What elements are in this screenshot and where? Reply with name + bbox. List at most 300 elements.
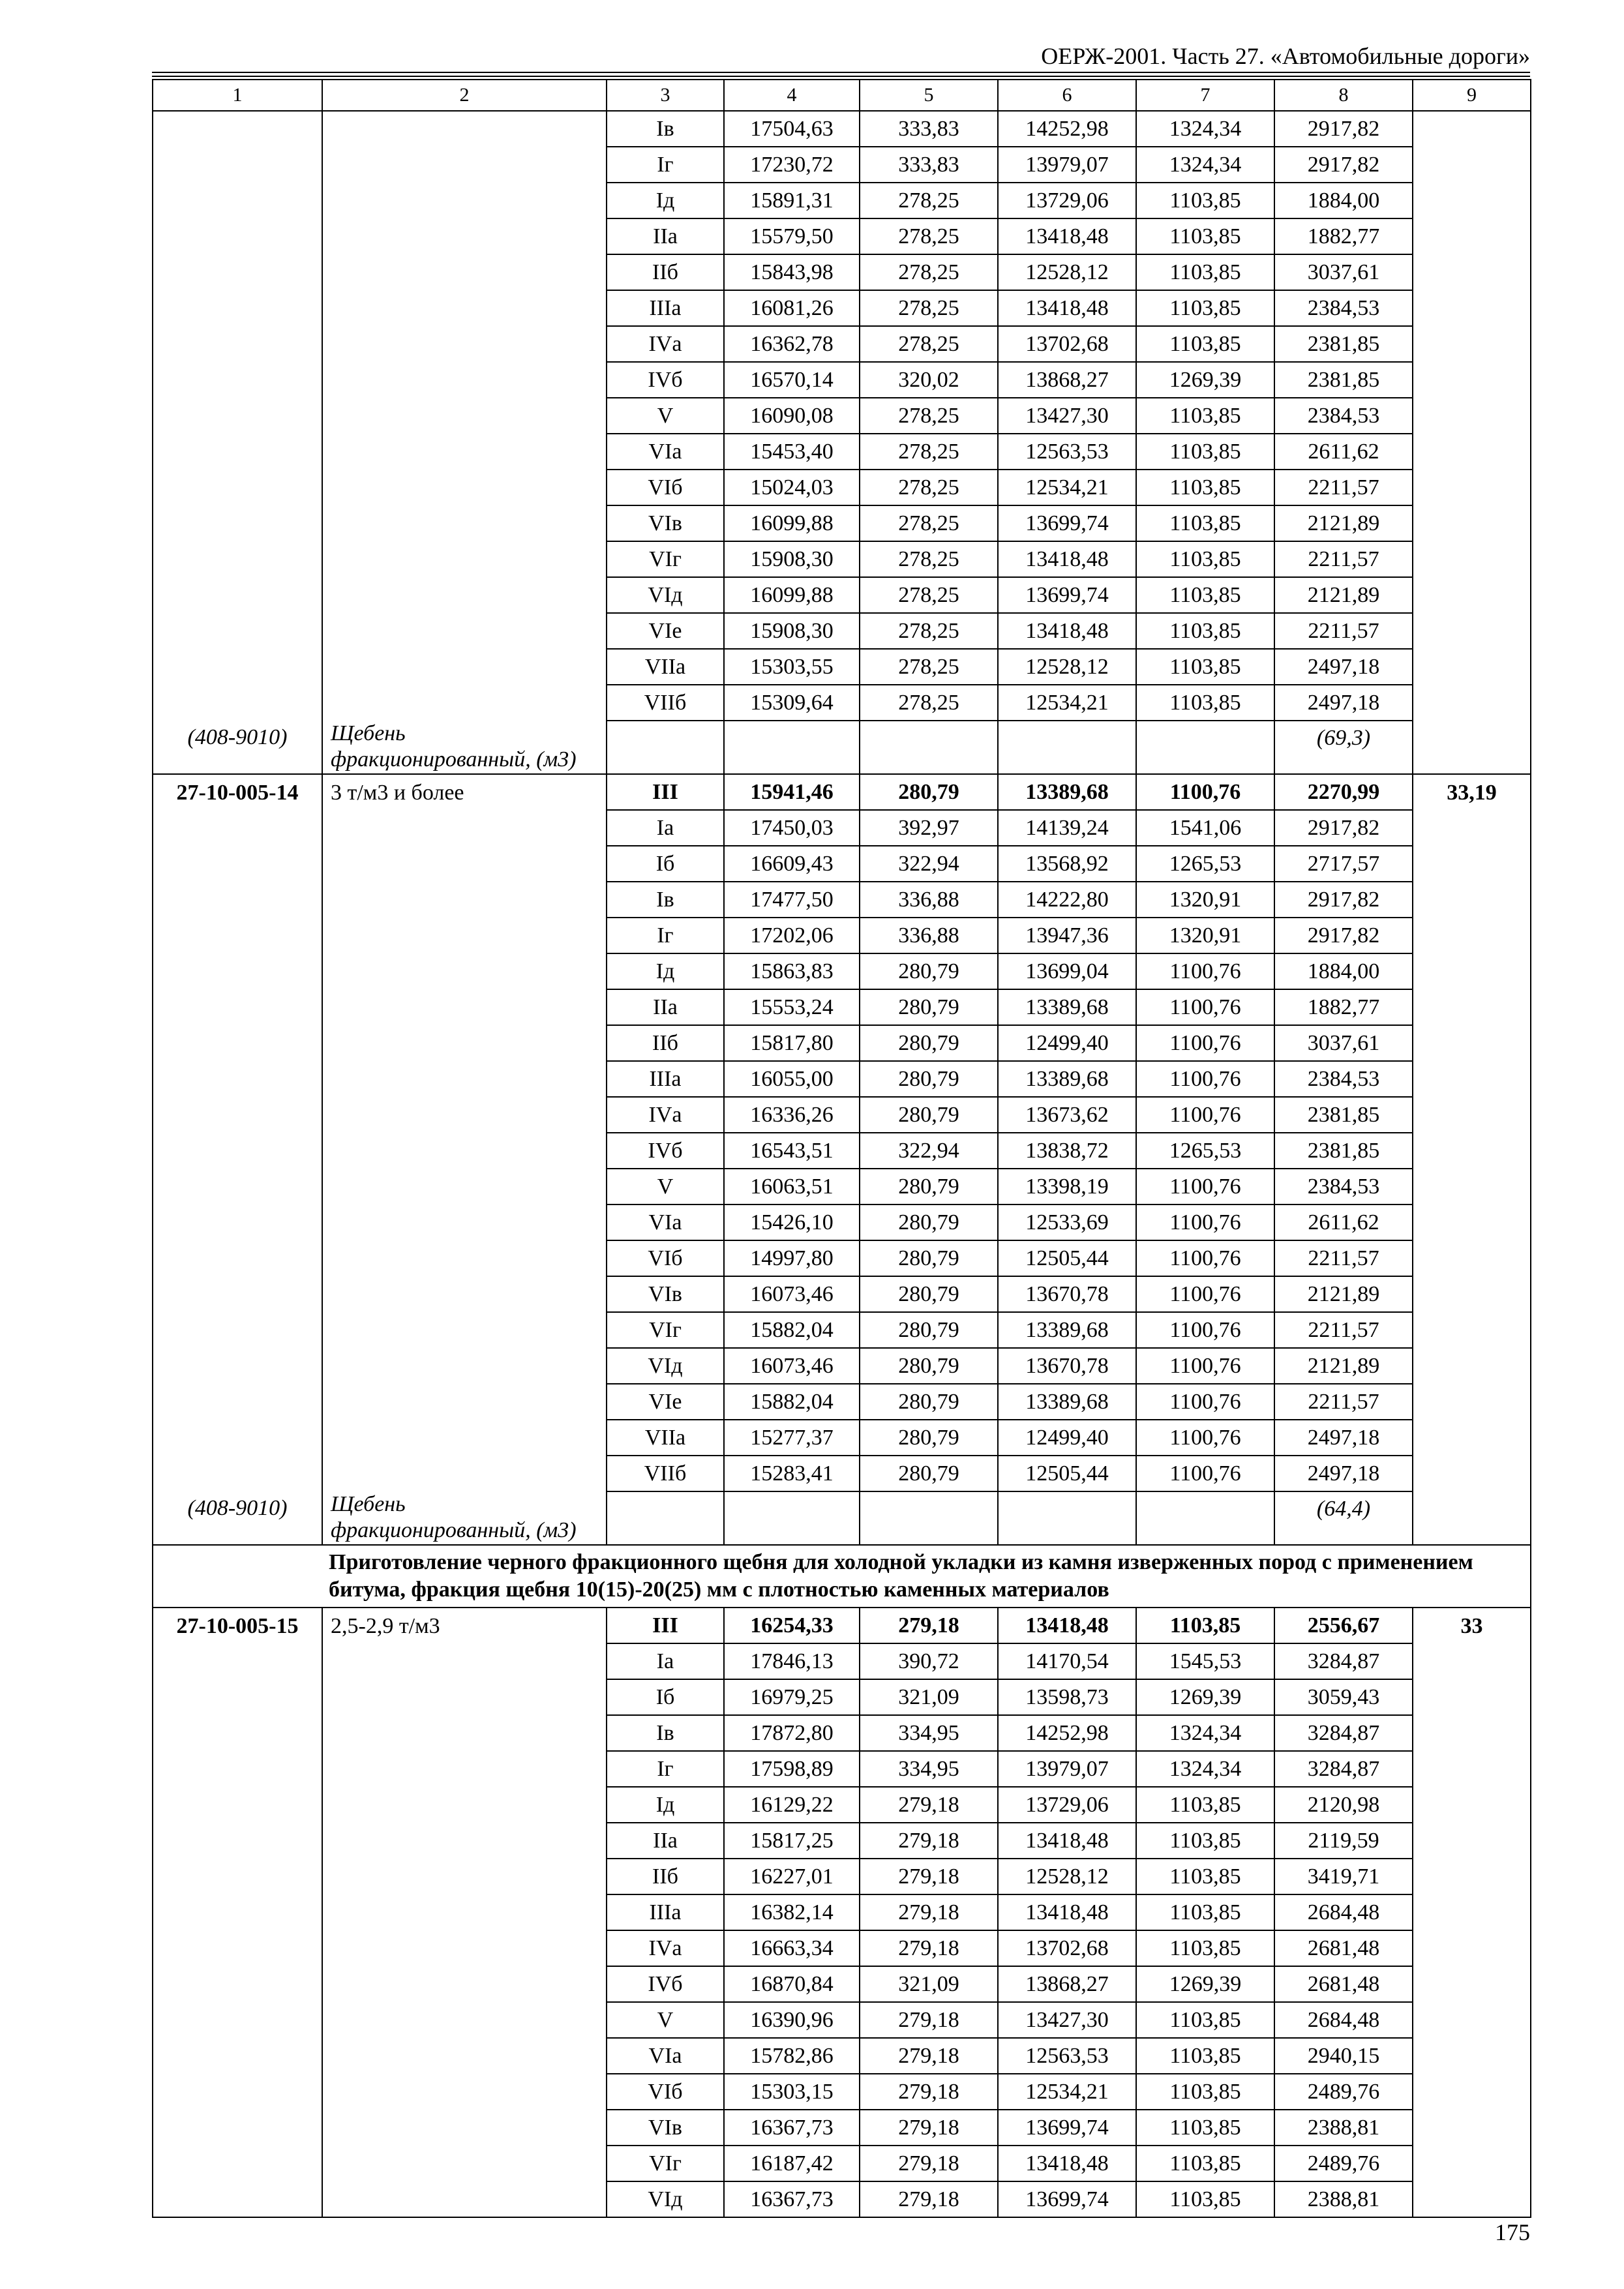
- name-cell: [322, 1061, 607, 1097]
- code-cell: [153, 918, 322, 953]
- zone-code: Iб: [607, 1679, 724, 1715]
- labor-cost: 278,25: [860, 290, 998, 326]
- labor-cost: 321,09: [860, 1679, 998, 1715]
- name-cell: [322, 1204, 607, 1240]
- page-header-title: ОЕРЖ-2001. Часть 27. «Автомобильные дороги»: [1041, 43, 1530, 69]
- empty-cell: [1136, 1491, 1274, 1545]
- total-cost: 16099,88: [724, 505, 860, 541]
- machine-cost: 13389,68: [998, 1312, 1136, 1348]
- operator-wages: 1324,34: [1136, 1751, 1274, 1787]
- norm-cell: [1413, 685, 1531, 721]
- labor-cost: 392,97: [860, 810, 998, 846]
- name-cell: [322, 2002, 607, 2038]
- material-cost: 2497,18: [1274, 1420, 1413, 1456]
- table-row: [153, 846, 1531, 882]
- price-table: [152, 79, 1531, 2218]
- operator-wages: 1103,85: [1136, 254, 1274, 290]
- zone-code: Iб: [607, 846, 724, 882]
- norm-cell: [1413, 1097, 1531, 1133]
- material-cost: 1882,77: [1274, 989, 1413, 1025]
- table-row: [153, 953, 1531, 989]
- norm-cell: [1413, 953, 1531, 989]
- total-cost: 15309,64: [724, 685, 860, 721]
- machine-cost: 13389,68: [998, 1384, 1136, 1420]
- labor-cost: 278,25: [860, 685, 998, 721]
- material-cost: 2717,57: [1274, 846, 1413, 882]
- operator-wages: 1265,53: [1136, 1133, 1274, 1169]
- table-row: [153, 1169, 1531, 1204]
- code-cell: [153, 846, 322, 882]
- code-cell: [153, 183, 322, 218]
- zone-code: III: [607, 774, 724, 810]
- name-cell: [322, 2110, 607, 2146]
- code-cell: [153, 953, 322, 989]
- labor-cost: 280,79: [860, 1456, 998, 1491]
- code-cell: [153, 2181, 322, 2217]
- name-cell: [322, 254, 607, 290]
- material-cost: 2381,85: [1274, 362, 1413, 398]
- code-cell: [153, 470, 322, 505]
- labor-cost: 280,79: [860, 1384, 998, 1420]
- code-cell: [153, 989, 322, 1025]
- operator-wages: 1324,34: [1136, 111, 1274, 147]
- labor-cost: 279,18: [860, 1823, 998, 1859]
- total-cost: 16129,22: [724, 1787, 860, 1823]
- zone-code: IVб: [607, 362, 724, 398]
- operator-wages: 1103,85: [1136, 398, 1274, 434]
- operator-wages: 1269,39: [1136, 1679, 1274, 1715]
- norm-cell: [1413, 1025, 1531, 1061]
- labor-cost: 322,94: [860, 846, 998, 882]
- machine-cost: 13418,48: [998, 290, 1136, 326]
- total-cost: 14997,80: [724, 1240, 860, 1276]
- total-cost: 16979,25: [724, 1679, 860, 1715]
- labor-cost: 280,79: [860, 1097, 998, 1133]
- labor-cost: 278,25: [860, 183, 998, 218]
- code-cell: [153, 1384, 322, 1420]
- code-cell: [153, 577, 322, 613]
- table-row: [153, 1823, 1531, 1859]
- code-cell: [153, 541, 322, 577]
- name-cell: [322, 685, 607, 721]
- total-cost: 17450,03: [724, 810, 860, 846]
- machine-cost: 12563,53: [998, 2038, 1136, 2074]
- total-cost: 16073,46: [724, 1276, 860, 1312]
- norm-cell: [1413, 2074, 1531, 2110]
- total-cost: 17230,72: [724, 147, 860, 183]
- material-cost: 2940,15: [1274, 2038, 1413, 2074]
- labor-cost: 334,95: [860, 1715, 998, 1751]
- operator-wages: 1100,76: [1136, 1456, 1274, 1491]
- resource-row: [153, 721, 1531, 774]
- zone-code: VIд: [607, 2181, 724, 2217]
- material-cost: 2917,82: [1274, 111, 1413, 147]
- total-cost: 16570,14: [724, 362, 860, 398]
- machine-cost: 13838,72: [998, 1133, 1136, 1169]
- name-cell: [322, 183, 607, 218]
- total-cost: 15303,55: [724, 649, 860, 685]
- zone-code: VIд: [607, 577, 724, 613]
- code-cell: [153, 1823, 322, 1859]
- material-cost: 3037,61: [1274, 1025, 1413, 1061]
- machine-cost: 13702,68: [998, 1930, 1136, 1966]
- labor-norm: 33,19: [1413, 774, 1531, 810]
- rate-name: 3 т/м3 и более: [322, 774, 607, 810]
- machine-cost: 13699,74: [998, 2110, 1136, 2146]
- zone-code: VIIа: [607, 649, 724, 685]
- operator-wages: 1103,85: [1136, 2110, 1274, 2146]
- table-row: [153, 1240, 1531, 1276]
- machine-cost: 13418,48: [998, 218, 1136, 254]
- operator-wages: 1100,76: [1136, 953, 1274, 989]
- labor-cost: 278,25: [860, 254, 998, 290]
- machine-cost: 13418,48: [998, 1823, 1136, 1859]
- machine-cost: 13418,48: [998, 1608, 1136, 1643]
- labor-cost: 280,79: [860, 1312, 998, 1348]
- page-number: 175: [1495, 2219, 1530, 2245]
- total-cost: 16336,26: [724, 1097, 860, 1133]
- table-row: [153, 470, 1531, 505]
- norm-cell: [1413, 254, 1531, 290]
- name-cell: [322, 1456, 607, 1491]
- column-number: 8: [1274, 80, 1413, 111]
- zone-code: VIе: [607, 613, 724, 649]
- labor-cost: 278,25: [860, 541, 998, 577]
- table-row-main: [153, 1608, 1531, 1643]
- operator-wages: 1100,76: [1136, 1240, 1274, 1276]
- table-row: [153, 1679, 1531, 1715]
- empty-cell: [860, 1491, 998, 1545]
- operator-wages: 1103,85: [1136, 218, 1274, 254]
- code-cell: [153, 147, 322, 183]
- name-cell: [322, 1169, 607, 1204]
- code-cell: [153, 1097, 322, 1133]
- machine-cost: 13729,06: [998, 183, 1136, 218]
- total-cost: 15908,30: [724, 613, 860, 649]
- name-cell: [322, 111, 607, 147]
- total-cost: 16367,73: [724, 2181, 860, 2217]
- material-cost: 2917,82: [1274, 882, 1413, 918]
- empty-cell: [724, 1491, 860, 1545]
- operator-wages: 1100,76: [1136, 1384, 1274, 1420]
- zone-code: Iа: [607, 1643, 724, 1679]
- table-row: [153, 290, 1531, 326]
- machine-cost: 13979,07: [998, 147, 1136, 183]
- operator-wages: 1541,06: [1136, 810, 1274, 846]
- total-cost: 15283,41: [724, 1456, 860, 1491]
- operator-wages: 1100,76: [1136, 1348, 1274, 1384]
- name-cell: [322, 326, 607, 362]
- column-number: 9: [1413, 80, 1531, 111]
- norm-cell: [1413, 1491, 1531, 1545]
- code-cell: [153, 2002, 322, 2038]
- zone-code: IIIа: [607, 1894, 724, 1930]
- table-row: [153, 649, 1531, 685]
- name-cell: [322, 2181, 607, 2217]
- operator-wages: 1320,91: [1136, 918, 1274, 953]
- total-cost: 15024,03: [724, 470, 860, 505]
- total-cost: 15843,98: [724, 254, 860, 290]
- material-cost: 2917,82: [1274, 147, 1413, 183]
- code-cell: [153, 111, 322, 147]
- labor-cost: 336,88: [860, 882, 998, 918]
- name-cell: [322, 989, 607, 1025]
- norm-cell: [1413, 577, 1531, 613]
- name-cell: [322, 218, 607, 254]
- norm-cell: [1413, 1133, 1531, 1169]
- table-row: [153, 218, 1531, 254]
- operator-wages: 1100,76: [1136, 1025, 1274, 1061]
- operator-wages: 1100,76: [1136, 1276, 1274, 1312]
- norm-cell: [1413, 2038, 1531, 2074]
- norm-cell: [1413, 183, 1531, 218]
- code-cell: [153, 218, 322, 254]
- code-cell: [153, 1240, 322, 1276]
- material-cost: 2556,67: [1274, 1608, 1413, 1643]
- material-cost: 3284,87: [1274, 1715, 1413, 1751]
- zone-code: VIIб: [607, 1456, 724, 1491]
- empty-cell: [998, 1491, 1136, 1545]
- table-row: [153, 434, 1531, 470]
- operator-wages: 1100,76: [1136, 774, 1274, 810]
- total-cost: 16382,14: [724, 1894, 860, 1930]
- name-cell: [322, 1859, 607, 1894]
- labor-cost: 336,88: [860, 918, 998, 953]
- norm-cell: [1413, 810, 1531, 846]
- table-row: [153, 254, 1531, 290]
- code-cell: [153, 254, 322, 290]
- total-cost: 16390,96: [724, 2002, 860, 2038]
- labor-cost: 333,83: [860, 147, 998, 183]
- zone-code: V: [607, 1169, 724, 1204]
- material-cost: 2489,76: [1274, 2074, 1413, 2110]
- machine-cost: 12534,21: [998, 2074, 1136, 2110]
- name-cell: [322, 1348, 607, 1384]
- operator-wages: 1103,85: [1136, 290, 1274, 326]
- name-cell: [322, 1823, 607, 1859]
- code-cell: [153, 1966, 322, 2002]
- total-cost: 15553,24: [724, 989, 860, 1025]
- resource-quantity: (69,3): [1274, 721, 1413, 774]
- norm-cell: [1413, 434, 1531, 470]
- table-row: [153, 1312, 1531, 1348]
- table-row: [153, 882, 1531, 918]
- total-cost: 15882,04: [724, 1384, 860, 1420]
- table-row: [153, 1859, 1531, 1894]
- material-cost: 2381,85: [1274, 326, 1413, 362]
- code-cell: [153, 1930, 322, 1966]
- total-cost: 15891,31: [724, 183, 860, 218]
- labor-cost: 279,18: [860, 2074, 998, 2110]
- empty-cell: [1136, 721, 1274, 774]
- zone-code: Iд: [607, 1787, 724, 1823]
- labor-cost: 279,18: [860, 2181, 998, 2217]
- material-cost: 2270,99: [1274, 774, 1413, 810]
- empty-cell: [607, 1491, 724, 1545]
- total-cost: 17872,80: [724, 1715, 860, 1751]
- operator-wages: 1103,85: [1136, 1930, 1274, 1966]
- material-cost: 2388,81: [1274, 2181, 1413, 2217]
- table-row: [153, 2074, 1531, 2110]
- material-cost: 2211,57: [1274, 1312, 1413, 1348]
- labor-cost: 278,25: [860, 470, 998, 505]
- name-cell: [322, 1312, 607, 1348]
- header-rule-top: [152, 72, 1530, 73]
- zone-code: IIа: [607, 989, 724, 1025]
- material-cost: 2917,82: [1274, 810, 1413, 846]
- machine-cost: 12534,21: [998, 470, 1136, 505]
- material-cost: 2211,57: [1274, 541, 1413, 577]
- operator-wages: 1100,76: [1136, 1204, 1274, 1240]
- zone-code: IVа: [607, 1097, 724, 1133]
- code-cell: [153, 2110, 322, 2146]
- zone-code: Iг: [607, 1751, 724, 1787]
- labor-cost: 334,95: [860, 1751, 998, 1787]
- material-cost: 2384,53: [1274, 1169, 1413, 1204]
- material-cost: 2211,57: [1274, 470, 1413, 505]
- section-title-row: [153, 1545, 1531, 1608]
- resource-code: (408-9010): [153, 721, 322, 774]
- table-row: [153, 1276, 1531, 1312]
- table-row: [153, 505, 1531, 541]
- empty-cell: [607, 721, 724, 774]
- norm-cell: [1413, 1384, 1531, 1420]
- material-cost: 2684,48: [1274, 1894, 1413, 1930]
- machine-cost: 13398,19: [998, 1169, 1136, 1204]
- material-cost: 2917,82: [1274, 918, 1413, 953]
- labor-cost: 278,25: [860, 326, 998, 362]
- operator-wages: 1324,34: [1136, 147, 1274, 183]
- machine-cost: 13568,92: [998, 846, 1136, 882]
- table-row: [153, 577, 1531, 613]
- machine-cost: 12505,44: [998, 1240, 1136, 1276]
- zone-code: IVа: [607, 326, 724, 362]
- total-cost: 15863,83: [724, 953, 860, 989]
- norm-cell: [1413, 1859, 1531, 1894]
- table-row: [153, 541, 1531, 577]
- labor-cost: 280,79: [860, 989, 998, 1025]
- code-cell: [153, 398, 322, 434]
- total-cost: 16663,34: [724, 1930, 860, 1966]
- norm-cell: [1413, 147, 1531, 183]
- name-cell: [322, 577, 607, 613]
- total-cost: 16187,42: [724, 2146, 860, 2181]
- zone-code: IIIа: [607, 1061, 724, 1097]
- material-cost: 2684,48: [1274, 2002, 1413, 2038]
- code-cell: [153, 882, 322, 918]
- labor-cost: 278,25: [860, 577, 998, 613]
- norm-cell: [1413, 326, 1531, 362]
- norm-cell: [1413, 1204, 1531, 1240]
- machine-cost: 13418,48: [998, 613, 1136, 649]
- machine-cost: 14222,80: [998, 882, 1136, 918]
- zone-code: VIа: [607, 434, 724, 470]
- total-cost: 16055,00: [724, 1061, 860, 1097]
- name-cell: [322, 1025, 607, 1061]
- norm-cell: [1413, 1715, 1531, 1751]
- column-number-row: [153, 80, 1531, 111]
- name-cell: [322, 1384, 607, 1420]
- name-cell: [322, 846, 607, 882]
- material-cost: 2388,81: [1274, 2110, 1413, 2146]
- norm-cell: [1413, 362, 1531, 398]
- operator-wages: 1103,85: [1136, 2002, 1274, 2038]
- labor-cost: 278,25: [860, 434, 998, 470]
- norm-cell: [1413, 1966, 1531, 2002]
- norm-cell: [1413, 1276, 1531, 1312]
- material-cost: 2211,57: [1274, 1240, 1413, 1276]
- operator-wages: 1100,76: [1136, 1061, 1274, 1097]
- norm-cell: [1413, 1240, 1531, 1276]
- norm-cell: [1413, 111, 1531, 147]
- norm-cell: [1413, 1169, 1531, 1204]
- operator-wages: 1269,39: [1136, 1966, 1274, 2002]
- norm-cell: [1413, 398, 1531, 434]
- zone-code: IIIа: [607, 290, 724, 326]
- operator-wages: 1103,85: [1136, 326, 1274, 362]
- operator-wages: 1103,85: [1136, 470, 1274, 505]
- code-cell: [153, 1312, 322, 1348]
- material-cost: 2381,85: [1274, 1097, 1413, 1133]
- zone-code: VIа: [607, 2038, 724, 2074]
- code-cell: [153, 1643, 322, 1679]
- labor-cost: 280,79: [860, 1276, 998, 1312]
- empty-cell: [724, 721, 860, 774]
- empty-cell: [998, 721, 1136, 774]
- name-cell: [322, 1133, 607, 1169]
- column-number: 4: [724, 80, 860, 111]
- material-cost: 1884,00: [1274, 953, 1413, 989]
- material-cost: 2497,18: [1274, 649, 1413, 685]
- operator-wages: 1103,85: [1136, 2038, 1274, 2074]
- name-cell: [322, 1966, 607, 2002]
- labor-cost: 279,18: [860, 2110, 998, 2146]
- operator-wages: 1103,85: [1136, 183, 1274, 218]
- zone-code: VIб: [607, 1240, 724, 1276]
- column-number: 5: [860, 80, 998, 111]
- zone-code: Iв: [607, 1715, 724, 1751]
- name-cell: [322, 810, 607, 846]
- machine-cost: 13947,36: [998, 918, 1136, 953]
- labor-cost: 280,79: [860, 1169, 998, 1204]
- operator-wages: 1103,85: [1136, 505, 1274, 541]
- name-cell: [322, 505, 607, 541]
- total-cost: 17504,63: [724, 111, 860, 147]
- total-cost: 16063,51: [724, 1169, 860, 1204]
- norm-cell: [1413, 2146, 1531, 2181]
- name-cell: [322, 1097, 607, 1133]
- machine-cost: 14170,54: [998, 1643, 1136, 1679]
- machine-cost: 13699,74: [998, 505, 1136, 541]
- total-cost: 16367,73: [724, 2110, 860, 2146]
- norm-cell: [1413, 1823, 1531, 1859]
- zone-code: VIа: [607, 1204, 724, 1240]
- machine-cost: 13670,78: [998, 1348, 1136, 1384]
- total-cost: 16254,33: [724, 1608, 860, 1643]
- code-cell: [153, 1679, 322, 1715]
- material-cost: 2211,57: [1274, 613, 1413, 649]
- norm-cell: [1413, 2181, 1531, 2217]
- code-cell: [153, 1204, 322, 1240]
- name-cell: [322, 362, 607, 398]
- name-cell: [322, 1787, 607, 1823]
- machine-cost: 13699,04: [998, 953, 1136, 989]
- total-cost: 16543,51: [724, 1133, 860, 1169]
- material-cost: 2497,18: [1274, 1456, 1413, 1491]
- material-cost: 3284,87: [1274, 1643, 1413, 1679]
- resource-quantity: (64,4): [1274, 1491, 1413, 1545]
- machine-cost: 12563,53: [998, 434, 1136, 470]
